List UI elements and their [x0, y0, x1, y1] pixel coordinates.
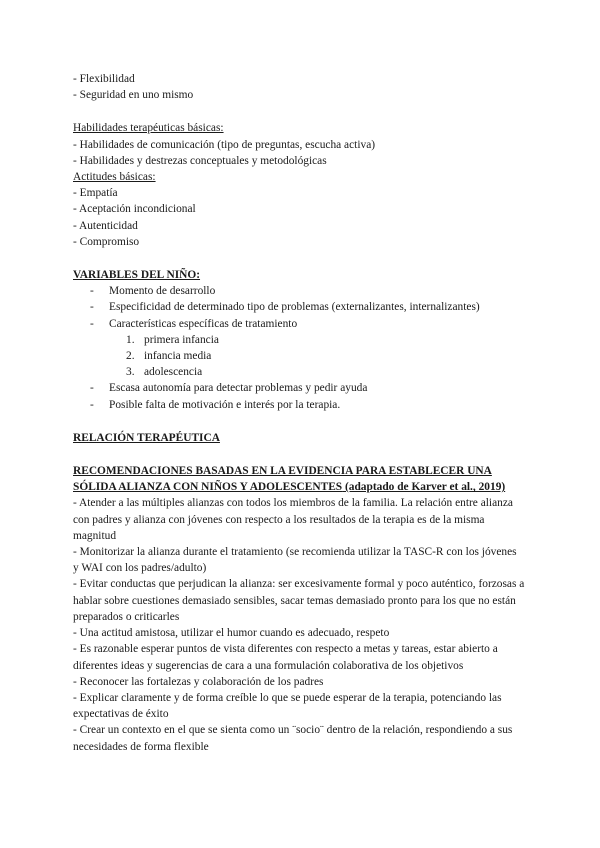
recomendacion-item: - Evitar conductas que perjudican la alianza: ser excesivamente formal y poco auténtico, forzosas a hablar sobre cuestiones demasiado sensibles, sacar temas demasiado pronto para los que no están preparados o criticarles: [73, 578, 525, 623]
numbered-item-text: adolescencia: [144, 366, 203, 379]
habilidades-heading: Habilidades terapéuticas básicas:: [73, 122, 224, 135]
list-item: [73, 316, 525, 332]
recomendacion-item: - Crear un contexto en el que se sienta como un ¨socio¨ dentro de la relación, respondiendo a sus necesidades de forma flexible: [73, 724, 513, 753]
number-marker: 1.: [126, 333, 135, 346]
recomendacion-item: - Monitorizar la alianza durante el tratamiento (se recomienda utilizar la TASC-R con los jóvenes y WAI con los padres/adulto): [73, 546, 517, 575]
document-content: [73, 71, 525, 755]
habilidades-item: - Habilidades y destrezas conceptuales y metodológicas: [73, 154, 327, 167]
list-item-text: Características específicas de tratamiento: [109, 317, 298, 330]
list-item-text: Especificidad de determinado tipo de problemas (externalizantes, internalizantes): [109, 301, 480, 314]
actitudes-item: - Aceptación incondicional: [73, 203, 196, 216]
list-item-text: Posible falta de motivación e interés por la terapia.: [109, 398, 341, 411]
recomendacion-item: - Atender a las múltiples alianzas con todos los miembros de la familia. La relación entre alianza con padres y alianza con jóvenes con respecto a los resultados de la terapia es de la misma magnitud: [73, 497, 513, 542]
variables-nino-list: [73, 283, 525, 332]
dash-bullet: -: [90, 285, 94, 298]
intro-item: - Flexibilidad: [73, 73, 135, 85]
actitudes-item: - Autenticidad: [73, 219, 138, 232]
intro-item: - Seguridad en uno mismo: [73, 89, 194, 102]
recomendacion-item: - Una actitud amistosa, utilizar el humor cuando es adecuado, respeto: [73, 627, 390, 640]
actitudes-item: - Compromiso: [73, 235, 140, 248]
actitudes-item: - Empatía: [73, 187, 118, 200]
numbered-item: [73, 364, 525, 380]
habilidades-item: - Habilidades de comunicación (tipo de preguntas, escucha activa): [73, 138, 376, 151]
list-item: [73, 397, 525, 413]
recomendaciones-heading: [73, 463, 525, 495]
numbered-item-text: primera infancia: [144, 333, 219, 346]
actitudes-heading: Actitudes básicas:: [73, 171, 156, 184]
variables-nino-title: VARIABLES DEL NIÑO:: [73, 269, 201, 282]
recomendaciones-heading-text: RECOMENDACIONES BASADAS EN LA EVIDENCIA PARA ESTABLECER UNA SÓLIDA ALIANZA CON NIÑOS Y ADOLESCENTES: [73, 465, 492, 494]
list-item-text: Momento de desarrollo: [109, 285, 216, 298]
numbered-item-text: infancia media: [144, 350, 212, 363]
recomendacion-item: - Explicar claramente y de forma creíble lo que se puede esperar de la terapia, potenciando las expectativas de éxito: [73, 691, 502, 721]
list-item: [73, 299, 525, 315]
dash-bullet: -: [90, 317, 94, 330]
numbered-item: [73, 348, 525, 364]
recomendacion-item: - Es razonable esperar puntos de vista diferentes con respecto a metas y tareas, estar abierto a diferentes ideas y sugerencias de cara a una formulación colaborativa de los objetivos: [73, 643, 498, 672]
numbered-item: [73, 332, 525, 348]
variables-nino-list-continued: [73, 380, 525, 412]
list-item: [73, 380, 525, 396]
recomendacion-item: - Reconocer las fortalezas y colaboración de los padres: [73, 675, 324, 688]
list-item-text: Escasa autonomía para detectar problemas y pedir ayuda: [109, 382, 368, 395]
number-marker: 2.: [126, 350, 135, 363]
list-item: [73, 283, 525, 299]
dash-bullet: -: [90, 382, 94, 395]
etapas-list: [73, 332, 525, 381]
dash-bullet: -: [90, 398, 94, 411]
number-marker: 3.: [126, 366, 135, 379]
relacion-terapeutica-title: RELACIÓN TERAPÉUTICA: [73, 431, 220, 444]
recomendaciones-reference: (adaptado de Karver et al., 2019): [344, 481, 506, 494]
dash-bullet: -: [90, 301, 94, 314]
